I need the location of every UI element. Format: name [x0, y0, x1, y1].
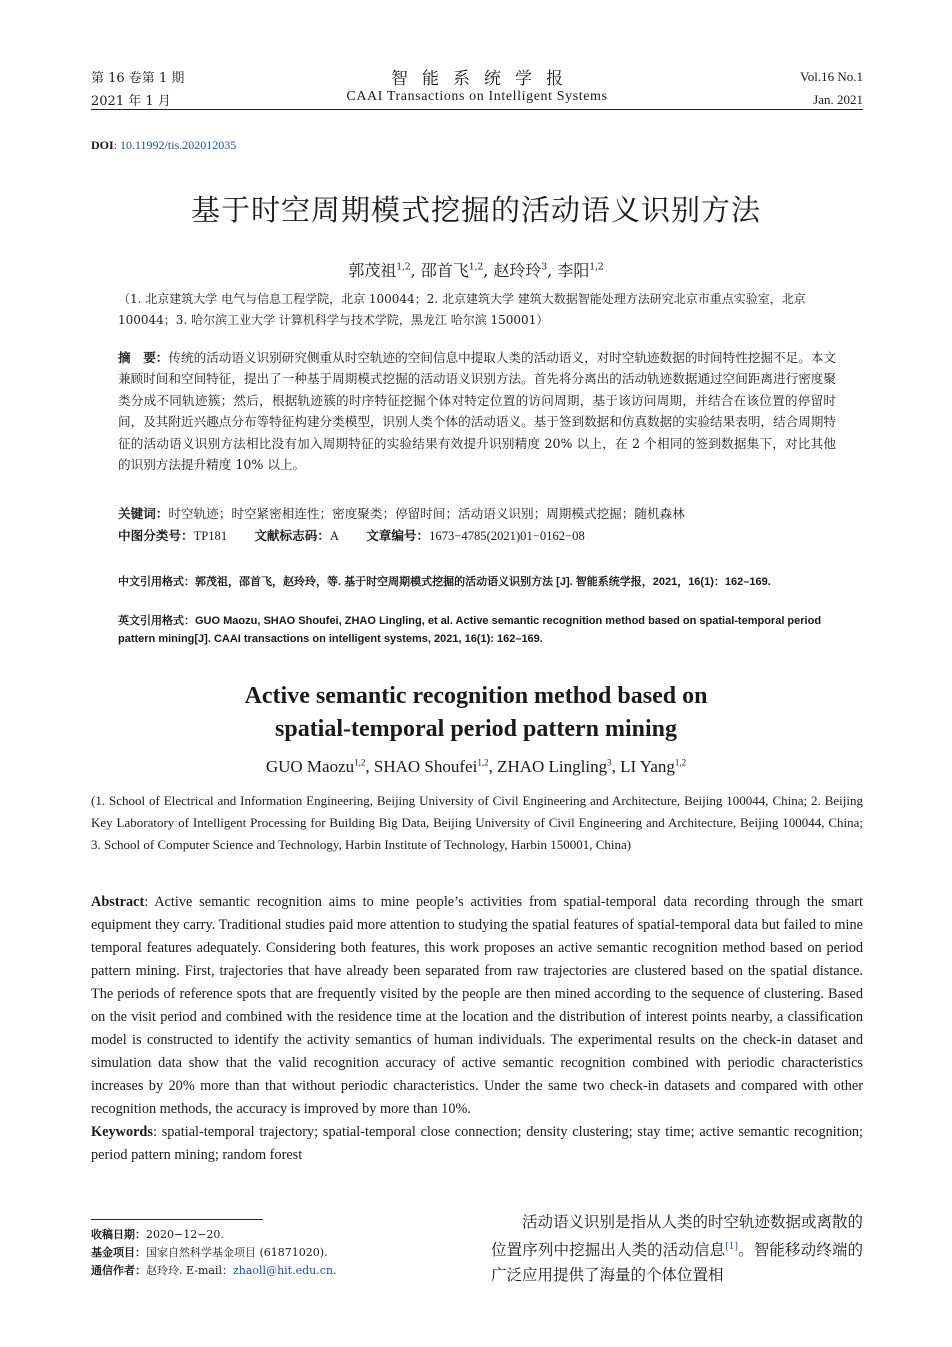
title-en-line: Active semantic recognition method based on: [244, 683, 708, 709]
doi-label: DOI: [91, 138, 114, 152]
reference-link[interactable]: [1]: [725, 1242, 739, 1252]
fund-label: 基金项目：: [91, 1246, 146, 1259]
author-en: SHAO Shoufei: [373, 757, 478, 776]
date-cn: 2021 年 1 月: [91, 94, 171, 109]
abstract-cn-label: 摘 要：: [118, 350, 169, 365]
author-sup: 1,2: [396, 262, 411, 273]
clc-label: 中图分类号：: [118, 528, 194, 543]
abstract-en-text: : Active semantic recognition aims to mine people’s activities from spatial-temporal data recording through the smart equipment they carry. Traditional studies paid more attention to studying the spatial features of spatial-temporal data but failed to mine temporal features adequately. Considering both features, this work proposes an active semantic recognition method based on period pattern mining. First, trajectories that have already been separated from raw trajectories are clustered based on the spatial distance. The periods of reference spots that are frequently visited by the people are then mined according to the sequence of clustering. Based on the visit period and combined with the residence time at the location and the distribution of interest points nearby, a classification model is constructed to identify the activity semantics of human individuals. The experimental results on the check-in dataset and simulation data show that the valid recognition accuracy of active semantic recognition combined with periodic characteristics increases by 20% more than that without periodic characteristics. Under the same two check-in datasets and compared with other recognition methods, the accuracy is improved by more than 10%.: [91, 894, 863, 1117]
body-paragraph: [491, 1210, 863, 1288]
footnote-rule: [91, 1219, 263, 1220]
author-sep: ,: [488, 757, 498, 776]
title-en-line: spatial-temporal period pattern mining: [275, 716, 677, 742]
keywords-cn-label: 关键词：: [118, 506, 169, 521]
article-no-label: 文章编号：: [366, 528, 430, 543]
affiliation-cn: （1. 北京建筑大学 电气与信息工程学院，北京 100044；2. 北京建筑大学 建筑大数据智能处理方法研究北京市重点实验室，北京 100044；3. 哈尔滨工业大学 计算机科学与技术学院，黑龙江 哈尔滨 150001）: [118, 292, 806, 327]
footnote: [91, 1226, 421, 1280]
author-en: LI Yang: [620, 757, 675, 776]
authors-en: [0, 757, 952, 777]
doc-code-label: 文献标志码：: [254, 528, 330, 543]
funding: [91, 1244, 421, 1262]
keywords-en-paragraph: [91, 1121, 863, 1167]
title-en: [0, 680, 952, 746]
author-sep: ,: [410, 261, 416, 280]
author-en: ZHAO Lingling: [497, 757, 608, 776]
keywords-cn: [118, 503, 836, 524]
author-sup: 1,2: [468, 262, 484, 273]
citation-en: 英文引用格式：GUO Maozu, SHAO Shoufei, ZHAO Lingling, et al. Active semantic recognition method based on spatial-temporal period pattern mining[J]. CAAI transactions on intelligent systems, 2021, 16(1): 162–169.: [118, 615, 822, 645]
doc-code-value: A: [329, 529, 339, 543]
author-cn: 李阳: [557, 261, 590, 280]
received-value: 2020−12−20.: [146, 1228, 224, 1241]
doi-line: [91, 138, 236, 153]
email-link[interactable]: zhaoll@hit.edu.cn: [232, 1264, 333, 1277]
received-date: [91, 1226, 421, 1244]
date-en: Jan. 2021: [813, 92, 863, 107]
author-en: GUO Maozu: [265, 757, 355, 776]
volume-cn: 第 16 卷第 1 期: [91, 71, 185, 86]
body-text: 活动语义识别是指从人类的时空轨迹数据或离散的位置序列中挖掘出人类的活动信息: [491, 1213, 864, 1260]
journal-name-cn: 智能系统学报: [391, 69, 577, 89]
author-cn: 赵玲玲: [493, 261, 542, 280]
article-no-value: 1673−4785(2021)01−0162−08: [429, 529, 585, 543]
author-sup: 1,2: [354, 757, 366, 768]
keywords-cn-text: 时空轨迹；时空紧密相连性；密度聚类；停留时间；活动语义识别；周期模式挖掘；随机森林: [168, 506, 685, 521]
received-label: 收稿日期：: [91, 1228, 146, 1241]
keywords-en-text: : spatial-temporal trajectory; spatial-temporal close connection; density clustering; stay time; active semantic recognition; period pattern mining; random forest: [91, 1124, 863, 1163]
journal-name-en: CAAI Transactions on Intelligent Systems: [346, 89, 608, 104]
author-cn: 郭茂祖: [348, 261, 397, 280]
doi-link[interactable]: : 10.11992/tis.202012035: [113, 138, 237, 152]
corr-end: .: [332, 1264, 337, 1277]
corr-label: 通信作者：: [91, 1264, 146, 1277]
author-sup: 1,2: [477, 757, 489, 768]
volume-en: Vol.16 No.1: [800, 69, 863, 84]
author-sep: ,: [547, 261, 553, 280]
corr-value: 赵玲玲. E-mail：: [146, 1264, 233, 1277]
running-header: [91, 64, 863, 110]
author-sup: 1,2: [589, 262, 604, 273]
abstract-en-paragraph: [91, 891, 863, 1121]
abstract-en-label: Abstract: [91, 894, 145, 910]
classification-line: [118, 525, 836, 547]
abstract-cn: [118, 347, 836, 475]
clc-value: TP181: [193, 529, 228, 543]
authors-cn: [0, 258, 952, 281]
body-text: 。智能移动终端的广泛应用提供了海量的个体位置相: [491, 1241, 863, 1285]
header-rule: [91, 109, 863, 110]
abstract-en: [91, 891, 863, 1167]
affiliation-en: (1. School of Electrical and Information Engineering, Beijing University of Civil Engineering and Architecture, Beijing 100044, China; 2. Beijing Key Laboratory of Intelligent Processing for Building Big Data, Beijing University of Civil Engineering and Architecture, Beijing 100044, China; 3. School of Computer Science and Technology, Harbin Institute of Technology, Harbin 150001, China): [91, 793, 863, 852]
author-sep: ,: [611, 757, 621, 776]
title-cn: 基于时空周期模式挖掘的活动语义识别方法: [190, 193, 761, 227]
author-sep: ,: [365, 757, 374, 776]
citation-cn: 中文引用格式：郭茂祖，邵首飞，赵玲玲，等. 基于时空周期模式挖掘的活动语义识别方法 [J]. 智能系统学报，2021，16(1)：162–169.: [118, 576, 771, 588]
author-sep: ,: [483, 261, 489, 280]
author-sup: 3: [607, 757, 612, 768]
fund-value: 国家自然科学基金项目 (61871020).: [146, 1246, 328, 1259]
author-sup: 3: [541, 262, 548, 273]
author-cn: 邵首飞: [420, 261, 469, 280]
author-sup: 1,2: [674, 757, 687, 768]
corresponding-author: [91, 1262, 421, 1280]
keywords-en-label: Keywords: [91, 1124, 153, 1140]
abstract-cn-text: 传统的活动语义识别研究侧重从时空轨迹的空间信息中提取人类的活动语义，对时空轨迹数据的时间特性挖掘不足。本文兼顾时间和空间特征，提出了一种基于周期模式挖掘的活动语义识别方法。首先将分离出的活动轨迹数据通过空间距离进行密度聚类分成不同轨迹簇；然后，根据轨迹簇的时序特征挖掘个体对特定位置的访问周期，基于该访问周期，并结合在该位置的停留时间，及其附近兴趣点分布等特征构建分类模型，识别人类个体的活动语义。基于签到数据和仿真数据的实验结果表明，结合周期特征的活动语义识别方法相比没有加入周期特征的实验结果有效提升识别精度 20% 以上，在 2 个相同的签到数据集下，对比其他的识别方法提升精度 10% 以上。: [118, 350, 837, 473]
